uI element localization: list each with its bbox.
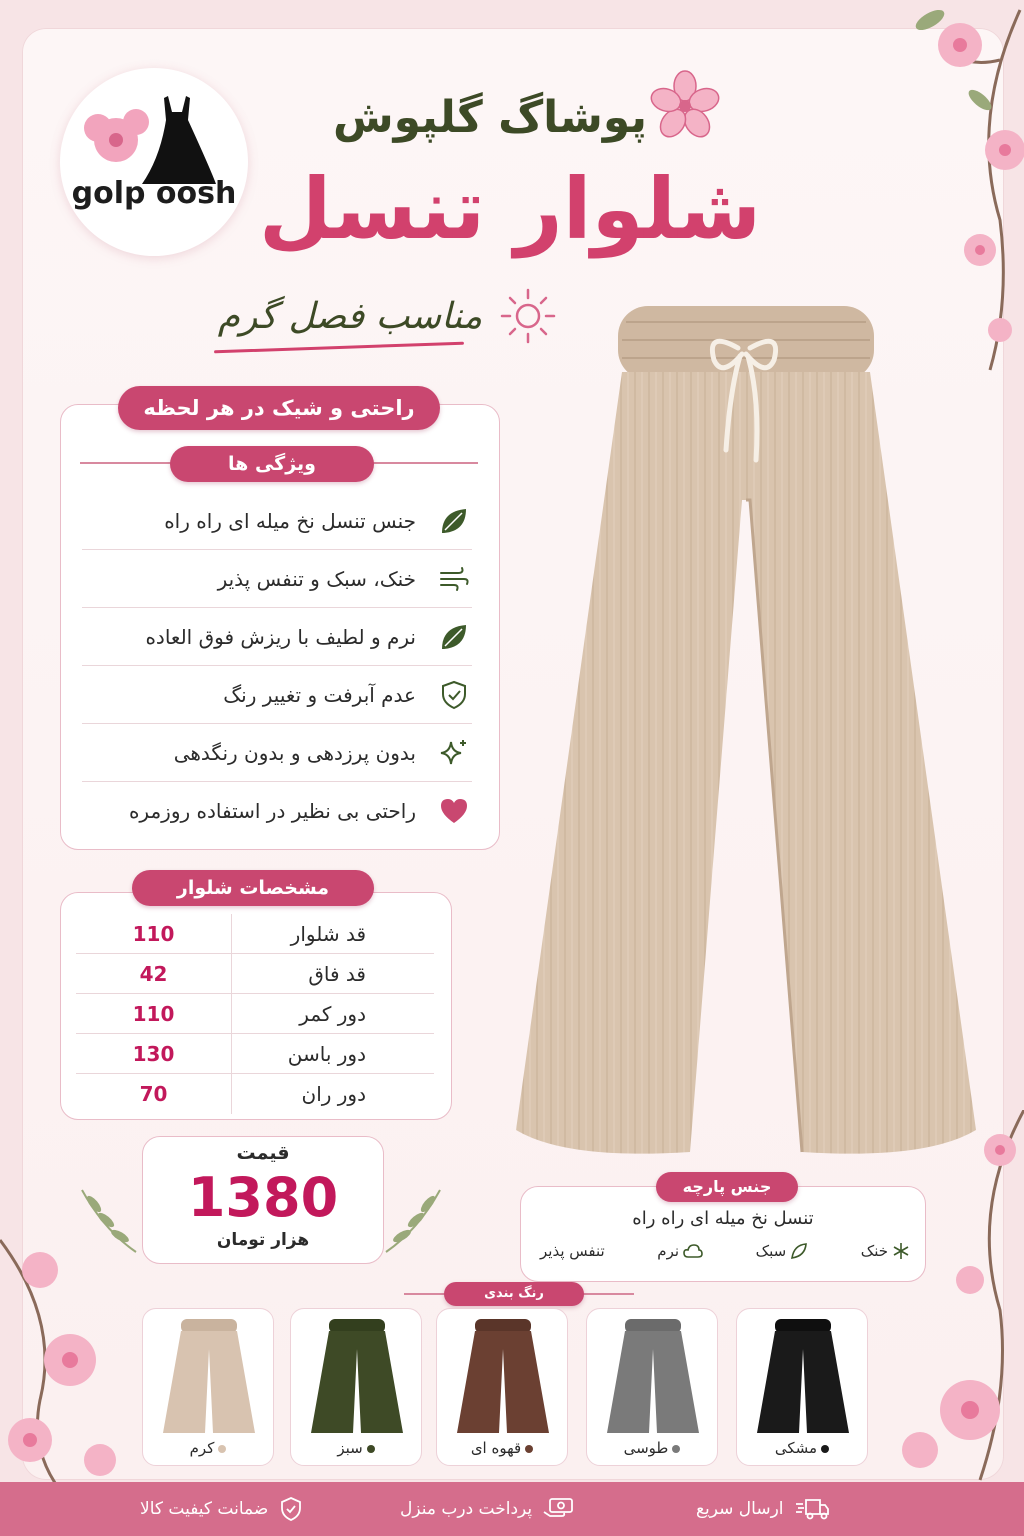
trait-label: سبک xyxy=(755,1242,787,1260)
shield-check-icon xyxy=(436,677,472,713)
pants-thumbnail xyxy=(437,1309,569,1441)
spec-row xyxy=(76,1034,434,1074)
price-label: قیمت xyxy=(236,1142,290,1164)
feature-row xyxy=(82,666,472,724)
spec-row xyxy=(76,914,434,954)
trait-label: خنک xyxy=(860,1242,888,1260)
feature-row xyxy=(82,492,472,550)
color-label xyxy=(291,1439,421,1457)
color-dot xyxy=(525,1445,533,1453)
spec-value: 130 xyxy=(76,1034,232,1073)
colors-heading: رنگ بندی xyxy=(444,1282,584,1306)
footer-payment-label: پرداخت درب منزل xyxy=(400,1499,533,1519)
dress-icon xyxy=(60,68,248,256)
logo-o xyxy=(145,176,155,211)
leaf-icon xyxy=(436,619,472,655)
laurel-left-icon xyxy=(74,1180,144,1260)
spec-value: 70 xyxy=(76,1074,232,1114)
color-label xyxy=(737,1439,867,1457)
spec-value: 110 xyxy=(76,994,232,1033)
footer-shipping-label: ارسال سریع xyxy=(696,1499,784,1519)
laurel-right-icon xyxy=(378,1180,448,1260)
footer-payment xyxy=(400,1496,574,1522)
brand-logo xyxy=(60,68,248,256)
trait-breathable: تنفس پذیر xyxy=(540,1242,605,1260)
spec-value: 42 xyxy=(76,954,232,993)
logo-text-a: golp xyxy=(71,176,146,211)
feature-label: خنک، سبک و تنفس پذیر xyxy=(217,566,416,591)
trait-light xyxy=(756,1242,809,1260)
color-dot xyxy=(218,1445,226,1453)
color-name: کرم xyxy=(189,1439,215,1457)
spec-label: قد شلوار xyxy=(290,921,366,946)
shield-check-icon xyxy=(278,1496,304,1522)
pants-thumbnail xyxy=(143,1309,275,1441)
leaf-icon xyxy=(436,503,472,539)
feature-row xyxy=(82,782,472,840)
sparkle-icon xyxy=(436,735,472,771)
cash-hand-icon xyxy=(542,1496,574,1522)
color-name: سبز xyxy=(337,1439,363,1457)
spec-label: قد فاق xyxy=(308,961,366,986)
color-label xyxy=(143,1439,273,1457)
color-name: طوسی xyxy=(623,1439,669,1457)
color-swatch-cream[interactable] xyxy=(142,1308,274,1466)
color-name: قهوه ای xyxy=(470,1439,522,1457)
specs-heading: مشخصات شلوار xyxy=(132,870,374,906)
spec-row xyxy=(76,954,434,994)
trait-label: نرم xyxy=(657,1242,680,1260)
footer-shipping xyxy=(696,1496,830,1522)
fabric-name: تنسل نخ میله ای راه راه xyxy=(632,1208,814,1229)
fabric-heading: جنس پارچه xyxy=(656,1172,798,1202)
color-dot xyxy=(672,1445,680,1453)
wind-icon xyxy=(436,561,472,597)
color-swatch-gray[interactable] xyxy=(586,1308,718,1466)
trait-soft xyxy=(657,1242,703,1260)
color-label xyxy=(437,1439,567,1457)
features-banner: راحتی و شیک در هر لحظه xyxy=(118,386,440,430)
feature-label: جنس تنسل نخ میله ای راه راه xyxy=(164,508,416,533)
season-tagline: مناسب فصل گرم xyxy=(217,296,483,337)
pants-thumbnail xyxy=(291,1309,423,1441)
product-title: شلوار تنسل xyxy=(258,160,762,258)
spec-row xyxy=(76,994,434,1034)
spec-row xyxy=(76,1074,434,1114)
logo-wordmark xyxy=(60,176,248,211)
feature-label: بدون پرزدهی و بدون رنگدهی xyxy=(173,740,416,765)
cloud-icon xyxy=(683,1242,703,1260)
feature-row xyxy=(82,550,472,608)
color-swatch-brown[interactable] xyxy=(436,1308,568,1466)
feature-label: راحتی بی نظیر در استفاده روزمره xyxy=(128,799,416,823)
spec-label: دور باسن xyxy=(287,1041,366,1066)
feature-label: نرم و لطیف با ریزش فوق العاده xyxy=(145,624,416,649)
pants-thumbnail xyxy=(737,1309,869,1441)
logo-text-b: oosh xyxy=(155,176,237,211)
spec-label: دور ران xyxy=(301,1082,366,1106)
footer-quality xyxy=(140,1496,304,1522)
feature-row xyxy=(82,608,472,666)
fabric-traits xyxy=(540,1242,910,1260)
pants-image xyxy=(506,300,986,1170)
pants-thumbnail xyxy=(587,1309,719,1441)
blossom-icon xyxy=(650,70,720,140)
trait-cool xyxy=(861,1242,910,1260)
footer-bar xyxy=(0,1482,1024,1536)
features-heading: ویژگی ها xyxy=(170,446,374,482)
color-name: مشکی xyxy=(774,1439,818,1457)
color-dot xyxy=(367,1445,375,1453)
store-name: پوشاگ گلپوش xyxy=(332,92,648,143)
spec-value: 110 xyxy=(76,914,232,953)
color-swatch-black[interactable] xyxy=(736,1308,868,1466)
snowflake-icon xyxy=(892,1242,910,1260)
color-label xyxy=(587,1439,717,1457)
color-dot xyxy=(821,1445,829,1453)
truck-icon xyxy=(794,1496,830,1522)
price-value: 1380 xyxy=(187,1166,339,1229)
price-unit: هزار تومان xyxy=(216,1230,310,1250)
feature-label: عدم آبرفت و تغییر رنگ xyxy=(223,682,416,707)
feather-icon xyxy=(790,1242,808,1260)
footer-quality-label: ضمانت کیفیت کالا xyxy=(140,1499,269,1519)
feature-row xyxy=(82,724,472,782)
color-swatch-green[interactable] xyxy=(290,1308,422,1466)
heart-icon xyxy=(436,793,472,829)
spec-label: دور کمر xyxy=(299,1001,366,1026)
